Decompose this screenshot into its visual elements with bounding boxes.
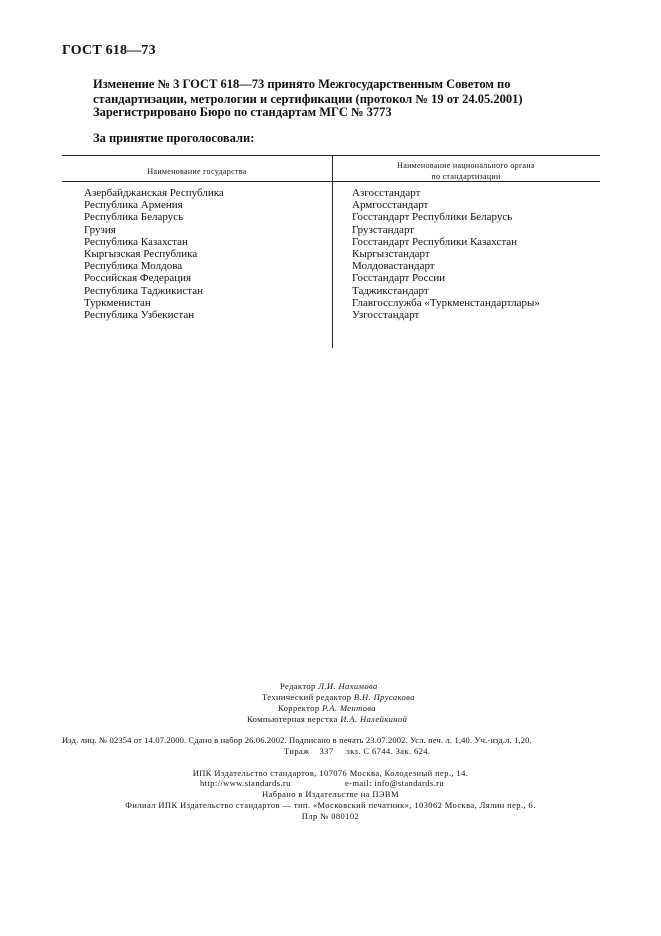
voted-heading: За принятие проголосовали: <box>93 131 255 145</box>
national-body-name: Грузстандарт <box>352 223 415 236</box>
state-name: Кыргызская Республика <box>84 248 198 261</box>
national-body-name: Главгосслужба «Туркменстандартлары» <box>352 296 540 309</box>
national-body-name: Госстандарт Республики Казахстан <box>352 235 518 248</box>
plr-number: Плр № 080102 <box>301 811 360 821</box>
layout-line <box>247 714 407 724</box>
national-body-name: Армгосстандарт <box>352 199 429 212</box>
amendment-statement: Изменение № 3 ГОСТ 618—73 принято Межгосударственным Советом по стандартизации, метрологии и сертификации (протокол № 19 от 24.05.2001) <box>93 77 523 106</box>
state-name: Республика Армения <box>84 199 183 212</box>
typeset-note: Набрано в Издательстве на ПЭВМ <box>262 789 399 799</box>
state-name: Туркменистан <box>84 296 151 309</box>
publication-details-line1: Изд. лиц. № 02354 от 14.07.2000. Сдано в набор 26.06.2002. Подписано в печать 23.07.2002. Усл. печ. л. 1,40. Уч.-изд.л. 1,20. <box>62 735 532 745</box>
website-link[interactable]: http://www.standards.ru <box>200 778 291 788</box>
national-body-name: Узгосстандарт <box>352 309 420 322</box>
header-national-body <box>332 160 600 182</box>
registration-note: Зарегистрировано Бюро по стандартам МГС № 3773 <box>93 105 392 119</box>
layout-label: Компьютерная верстка <box>247 714 338 724</box>
national-body-name: Молдовастандарт <box>352 260 435 273</box>
national-body-name: Кыргызстандарт <box>352 248 430 261</box>
national-body-name: Госстандарт России <box>352 272 446 285</box>
tech-editor-line <box>262 692 415 702</box>
table-column-divider <box>332 155 333 348</box>
table-top-rule <box>62 155 600 156</box>
standard-header: ГОСТ 618—73 <box>62 43 156 58</box>
ipk-address: ИПК Издательство стандартов, 107076 Москва, Колодезный пер., 14. <box>192 768 469 778</box>
corrector-label: Корректор <box>278 703 320 713</box>
editor-name: Л.И. Нахимова <box>318 681 378 691</box>
corrector-line <box>278 703 376 713</box>
editor-line <box>280 681 378 691</box>
national-body-list <box>352 187 540 321</box>
state-name: Республика Молдова <box>84 260 183 273</box>
state-name: Азербайджанская Республика <box>84 187 224 199</box>
national-body-name: Госстандарт Республики Беларусь <box>352 211 513 224</box>
tech-editor-name: В.Н. Прусакова <box>353 692 415 702</box>
national-body-name: Азгосстандарт <box>352 187 421 199</box>
national-body-name: Таджикстандарт <box>352 284 429 297</box>
branch-address: Филиал ИПК Издательство стандартов — тип. «Московский печатник», 103062 Москва, Лялин пер., 6. <box>125 800 536 810</box>
header-national-body-line1: Наименование национального органа <box>397 161 535 170</box>
state-name: Грузия <box>84 223 116 236</box>
state-name: Российская Федерация <box>84 272 192 285</box>
state-name: Республика Таджикистан <box>84 284 203 297</box>
header-state: Наименование государства <box>147 167 247 176</box>
state-name: Республика Узбекистан <box>84 309 195 322</box>
editor-label: Редактор <box>280 681 316 691</box>
layout-name: И.А. Налейкиной <box>340 714 408 724</box>
state-name: Республика Казахстан <box>84 235 188 248</box>
voting-table <box>62 155 600 348</box>
publication-details-line2: Тираж 337 экз. С 6744. Зак. 624. <box>284 746 431 756</box>
tech-editor-label: Технический редактор <box>262 692 352 702</box>
state-list <box>84 187 224 321</box>
email-link[interactable]: e-mail: info@standards.ru <box>345 778 445 788</box>
corrector-name: Р.А. Ментова <box>322 703 376 713</box>
state-name: Республика Беларусь <box>84 211 184 224</box>
header-national-body-line2: по стандартизации <box>431 172 501 181</box>
